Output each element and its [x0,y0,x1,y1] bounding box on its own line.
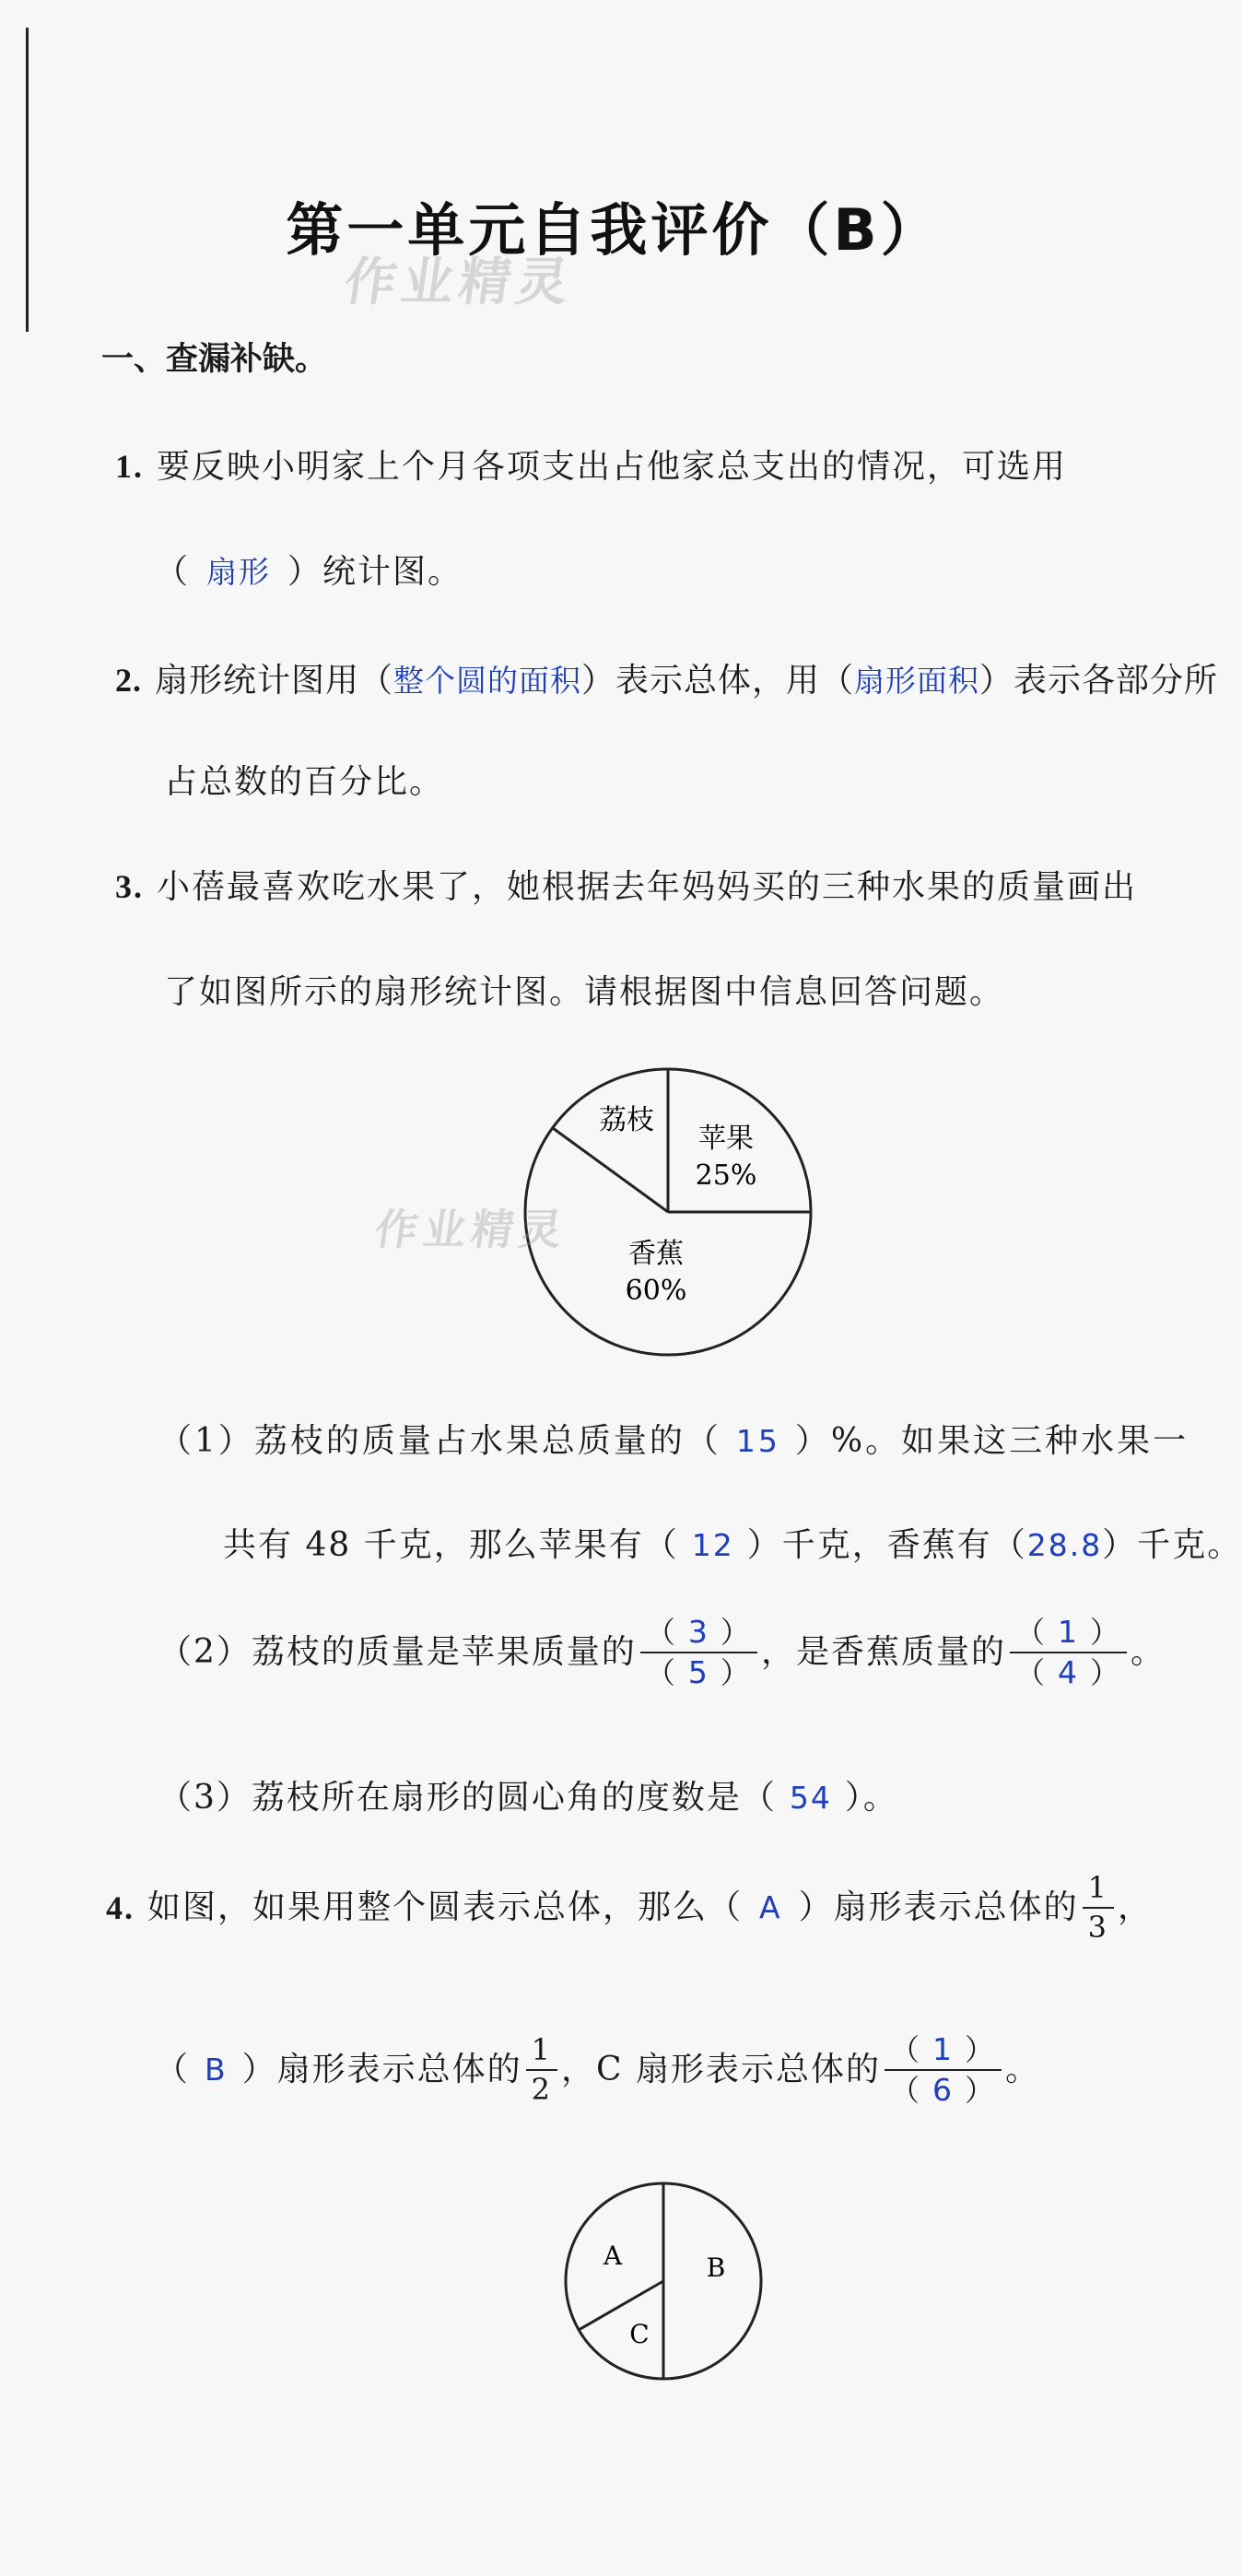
q3-p2-f1-den: 5 [687,1653,709,1690]
page-title: 第一单元自我评价（B） [286,196,942,264]
q4-answer-a: A [759,1889,782,1926]
watermark: 作业精灵 [340,253,578,312]
q3-text1: 小蓓最喜欢吃水果了，她根据去年妈妈买的三种水果的质量画出 [157,868,1138,906]
abc-pie-chart [557,2175,769,2387]
q1-close: ）统计图。 [287,553,463,591]
q1-answer: 扇形 [206,554,272,590]
q4-l2open: （ [155,2050,191,2088]
q4-f2-num: 1 [526,2033,557,2071]
q3-p1-answer3: 28.8 [1026,1527,1103,1563]
q3-p2-fraction2: $\frac{( 1 )}{( 4 )}$ [1010,1615,1127,1690]
q4-pre: 如图，如果用整个圆表示总体，那么（ [147,1888,744,1926]
q3-p3-answer: 54 [789,1780,832,1816]
pie2-label-a: A [603,2241,623,2271]
q3-part1-line2 [223,1519,1242,1566]
section-heading: 一、查漏补缺。 [101,341,328,378]
q2-line2-text: 占总数的百分比。 [164,763,445,801]
q3-p2-post: 。 [1130,1632,1166,1671]
q3-p1-l2mid: ）千克，香蕉有（ [746,1526,1027,1564]
q4-number: 4. [106,1888,135,1926]
q2-pre: 扇形统计图用（ [155,662,394,700]
q3-part2 [158,1615,1166,1690]
q2-line2 [164,756,444,803]
pie-label-banana-pct: 60% [625,1275,687,1307]
q4-mid: ）扇形表示总体的 [798,1888,1079,1926]
q2-answer1: 整个圆的面积 [393,663,582,699]
q4-f3-num: 1 [932,2031,955,2067]
q2-answer2: 扇形面积 [854,663,980,699]
q4-fraction-sixth: $\frac{( 1 )}{( 6 )}$ [885,2032,1002,2108]
pie-label-apple-pct: 25% [695,1159,757,1192]
q3-p2-pre: （2）荔枝的质量是苹果质量的 [158,1632,637,1671]
q4-fraction-third [1083,1871,1114,1945]
q3-p1-answer2: 12 [691,1527,734,1563]
q4-f1-num: 1 [1083,1871,1114,1909]
q3-p2-f1-num: 3 [687,1614,709,1650]
q4-l2mid2: ，C 扇形表示总体的 [561,2050,882,2088]
q3-p2-f2-den: 4 [1057,1653,1079,1690]
q3-p1-post: ）%。如果这三种水果一 [794,1422,1189,1460]
q4-l2mid: ）扇形表示总体的 [241,2050,522,2088]
q3-part1-line1 [158,1415,1189,1462]
q3-p1-answer: 15 [735,1423,780,1459]
pie2-label-b: B [706,2253,726,2283]
q2-line1 [115,654,1218,701]
q3-line2 [164,966,1004,1013]
q4-f1-den: 3 [1087,1909,1108,1945]
pie-label-apple: 苹果 [698,1123,754,1155]
q1-open: （ [155,553,191,591]
page-edge-line [26,28,29,332]
q3-part3 [158,1771,898,1818]
pie-label-lychee: 荔枝 [599,1104,654,1136]
q3-p2-f2-num: 1 [1057,1614,1079,1650]
q1-number: 1. [115,448,144,485]
q3-p2-fraction1: $\frac{( 3 )}{( 5 )}$ [640,1615,757,1690]
q3-number: 3. [115,868,144,905]
q1-text: 要反映小明家上个月各项支出占他家总支出的情况，可选用 [157,448,1068,486]
q3-p1-l2pre: 共有 48 千克，那么苹果有（ [223,1526,679,1564]
q4-end: ， [1117,1888,1153,1926]
q2-mid: ）表示总体，用（ [581,662,855,700]
q4-line1 [106,1871,1153,1945]
q3-text2: 了如图所示的扇形统计图。请根据图中信息回答问题。 [164,973,1005,1011]
q3-p1-l2post: ）千克。 [1102,1526,1242,1564]
q3-p2-mid: ，是香蕉质量的 [760,1632,1006,1671]
q4-f3-den: 6 [932,2071,955,2108]
q1-line2 [155,546,463,593]
q2-number: 2. [115,662,142,699]
q4-fraction-half [526,2033,557,2107]
q4-answer-b: B [205,2052,228,2088]
q3-p3-pre: （3）荔枝所在扇形的圆心角的度数是（ [158,1779,777,1817]
q4-f2-den: 2 [531,2071,553,2107]
pie-label-banana: 香蕉 [628,1238,684,1270]
pie2-label-c: C [629,2319,650,2349]
q1-line1 [115,441,1067,488]
q4-l2post: 。 [1005,2050,1041,2088]
q2-post: ）表示各部分所 [979,662,1219,700]
q4-line2 [155,2032,1040,2108]
q3-p1-pre: （1）荔枝的质量占水果总质量的（ [158,1422,721,1460]
watermark-2: 作业精灵 [371,1205,571,1254]
q3-line1 [115,861,1137,908]
q3-p3-post: ）。 [844,1779,898,1817]
